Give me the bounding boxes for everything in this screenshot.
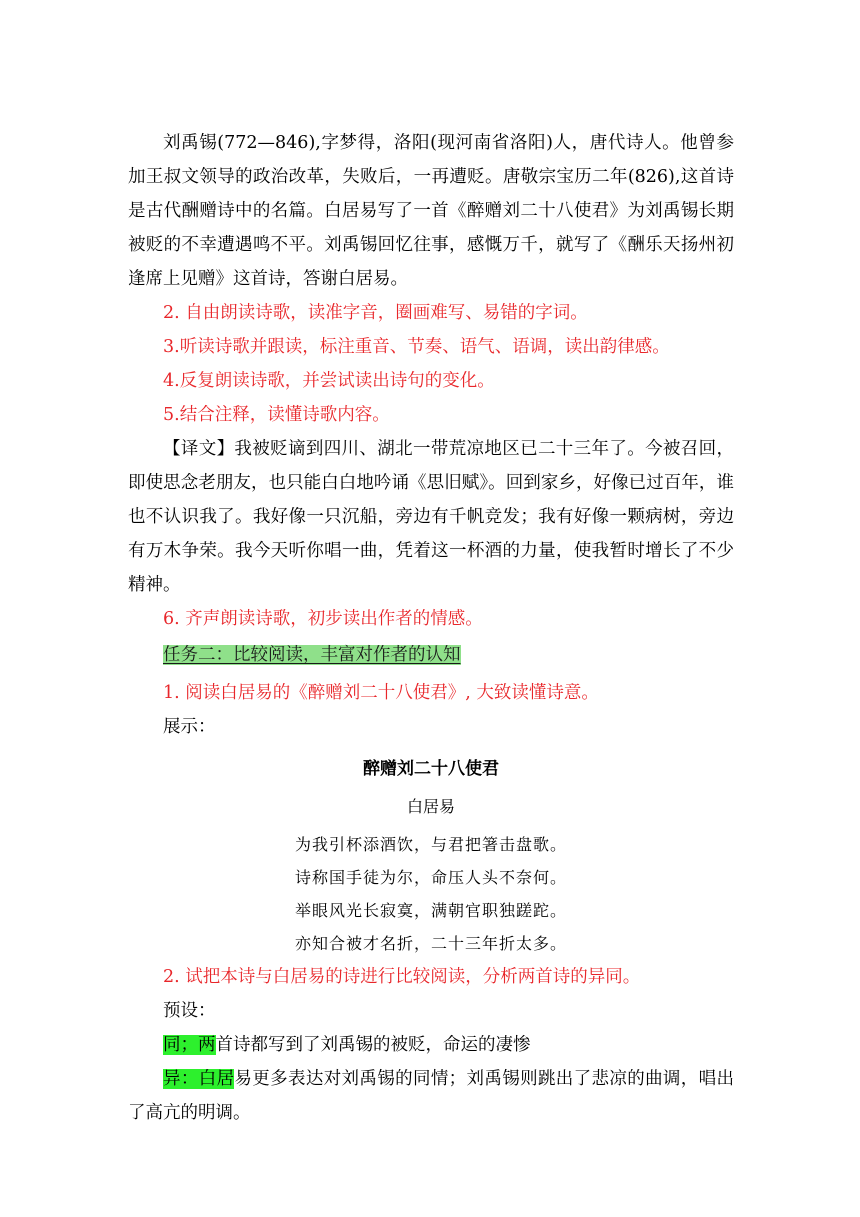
task2-title: 任务二：比较阅读，丰富对作者的认知 — [163, 645, 461, 665]
poem-line-4: 亦知合被才名折，二十三年折太多。 — [294, 934, 567, 953]
translation-text: 我被贬谪到四川、湖北一带荒凉地区已二十三年了。今被召回，即使思念老朋友，也只能白白地吟诵《思旧赋》。回到家乡，好像已过百年，谁也不认识我了。我好像一只沉船，旁边有千帆竞发；我有好像一颗病树，旁边有万木争荣。我今天听你唱一曲，凭着这一杯酒的力量，使我暂时增长了不少精神。 — [128, 439, 735, 595]
preset-label: 预设： — [163, 1001, 216, 1021]
show-label: 展示： — [163, 717, 216, 737]
step-5: 5.结合注释，读懂诗歌内容。 — [163, 405, 390, 425]
document-content — [128, 126, 734, 1130]
poem-author: 白居易 — [406, 797, 455, 816]
same-highlight: 同；两 — [163, 1035, 216, 1055]
diff-text: 易更多表达对刘禹锡的同情；刘禹锡则跳出了悲凉的曲调，唱出了高亢的明调。 — [128, 1069, 735, 1123]
poem-line-1: 为我引杯添酒饮，与君把箸击盘歌。 — [294, 835, 567, 854]
step-6: 6. 齐声朗读诗歌，初步读出作者的情感。 — [163, 609, 483, 629]
step-2: 2. 自由朗读诗歌，读准字音，圈画难写、易错的字词。 — [163, 303, 588, 323]
step-4: 4.反复朗读诗歌，并尝试读出诗句的变化。 — [163, 371, 495, 391]
intro-paragraph: 刘禹锡(772—846),字梦得，洛阳(现河南省洛阳)人，唐代诗人。他曾参加王叔文领导的政治改革，失败后，一再遭贬。唐敬宗宝历二年(826),这首诗是古代酬赠诗中的名篇。白居易写了一首《醉赠刘二十八使君》为刘禹锡长期被贬的不幸遭遇鸣不平。刘禹锡回忆往事，感慨万千，就写了《酬乐天扬州初逢席上见赠》这首诗，答谢白居易。 — [128, 133, 734, 289]
same-paragraph — [128, 1028, 734, 1062]
task2-step-2: 2. 试把本诗与白居易的诗进行比较阅读，分析两首诗的异同。 — [163, 967, 641, 987]
translation-label: 【译文】 — [163, 439, 235, 459]
task2-step-1: 1. 阅读白居易的《醉赠刘二十八使君》, 大致读懂诗意。 — [163, 683, 599, 703]
diff-paragraph — [128, 1062, 734, 1130]
step-3: 3.听读诗歌并跟读，标注重音、节奏、语气、语调，读出韵律感。 — [163, 337, 670, 357]
poem-line-3: 举眼风光长寂寞，满朝官职独蹉跎。 — [294, 901, 567, 920]
same-text: 首诗都写到了刘禹锡的被贬，命运的凄惨 — [215, 1035, 531, 1055]
task2-heading — [128, 638, 734, 672]
translation-paragraph — [128, 432, 734, 602]
diff-highlight: 异：白居 — [163, 1069, 235, 1089]
poem-line-2: 诗称国手徒为尔，命压人头不奈何。 — [294, 868, 567, 887]
poem-title: 醉赠刘二十八使君 — [363, 759, 499, 779]
